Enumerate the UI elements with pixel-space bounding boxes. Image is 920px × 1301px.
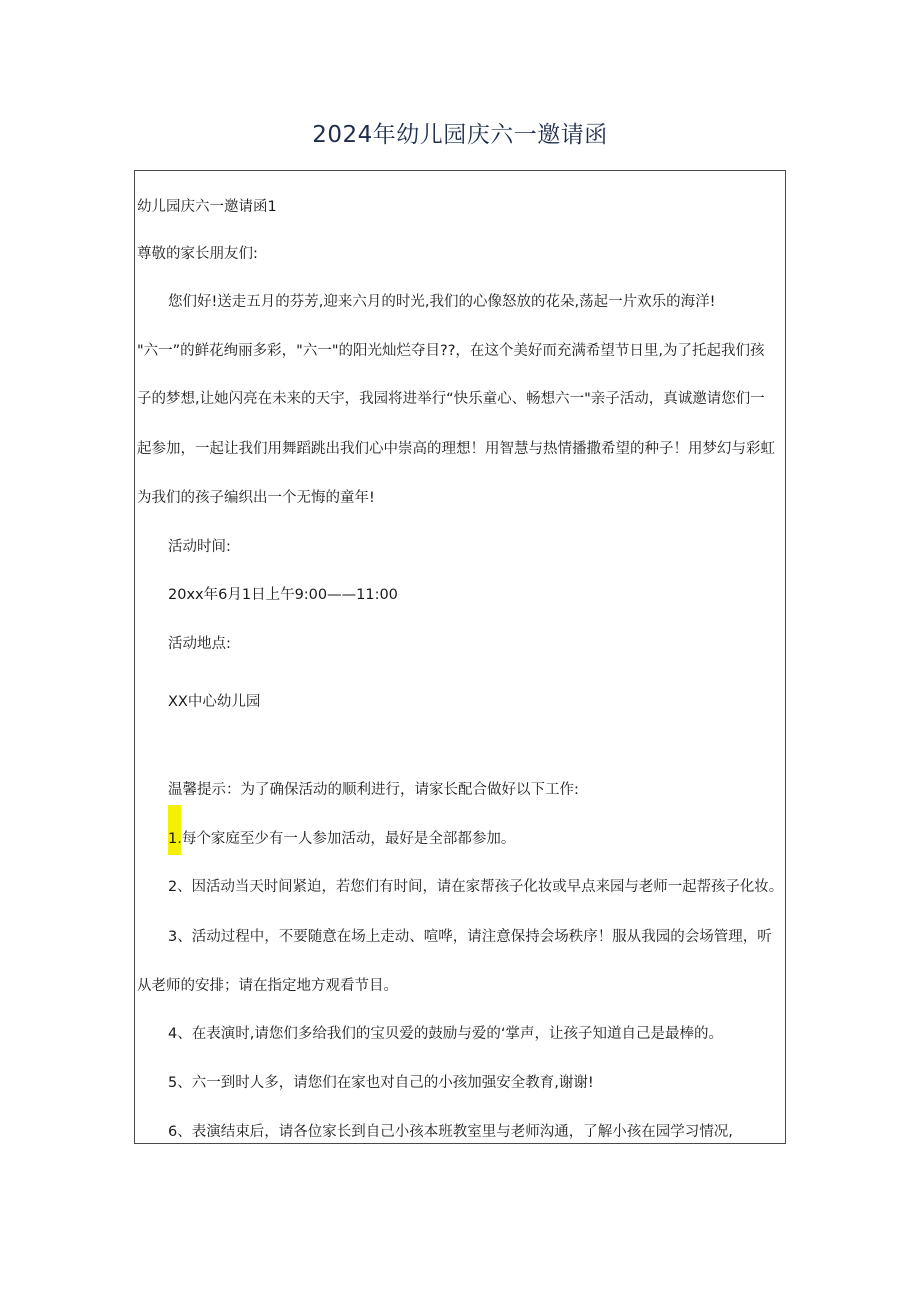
reminder-item-continued: 从老师的安排；请在指定地方观看节目。 [137,978,398,994]
document-title: 2024年幼儿园庆六一邀请函 [312,122,608,148]
paragraph-line: "六一”的鲜花绚丽多彩，"六一"的阳光灿烂夺目??，在这个美好而充满希望节日里,为了托起我们孩 [137,343,765,359]
reminder-item: 5、六一到时人多，请您们在家也对自己的小孩加强安全教育,谢谢! [168,1075,594,1091]
reminder-item: 1.每个家庭至少有一人参加活动，最好是全部都参加。 [168,831,516,847]
reminder-item: 2、因活动当天时间紧迫，若您们有时间，请在家帮孩子化妆或早点来园与老师一起帮孩子化妆。 [168,879,784,895]
activity-place-label: 活动地点: [168,636,231,652]
paragraph-line: 子的梦想,让她闪亮在未来的天宇，我园将进举行“快乐童心、畅想六一"亲子活动，真诚邀请您们一 [137,391,765,407]
reminder-item: 4、在表演时,请您们多给我们的宝贝爱的鼓励与爱的‘掌声，让孩子知道自己是最棒的。 [168,1026,723,1042]
activity-place-value: XX中心幼儿园 [168,694,261,710]
activity-time-label: 活动时间: [168,539,231,555]
invitation-heading: 幼儿园庆六一邀请函1 [137,199,277,215]
content-frame [134,170,786,1144]
reminder-item: 6、表演结束后，请各位家长到自己小孩本班教室里与老师沟通，了解小孩在园学习情况, [168,1124,733,1140]
reminder-item: 3、活动过程中，不要随意在场上走动、喧哗，请注意保持会场秩序！服从我园的会场管理，听 [168,929,772,945]
paragraph-line: 起参加，一起让我们用舞蹈跳出我们心中崇高的理想！用智慧与热情播撒希望的种子！用梦幻与彩虹 [137,441,775,457]
greeting-paragraph: 您们好!送走五月的芬芳,迎来六月的时光,我们的心像怒放的花朵,荡起一片欢乐的海洋! [168,294,716,310]
reminder-intro: 温馨提示：为了确保活动的顺利进行，请家长配合做好以下工作: [168,782,579,798]
salutation: 尊敬的家长朋友们: [137,246,258,262]
paragraph-line: 为我们的孩子编织出一个无悔的童年! [137,490,375,506]
activity-time-value: 20xx年6月1日上午9:00——11:00 [168,587,398,603]
